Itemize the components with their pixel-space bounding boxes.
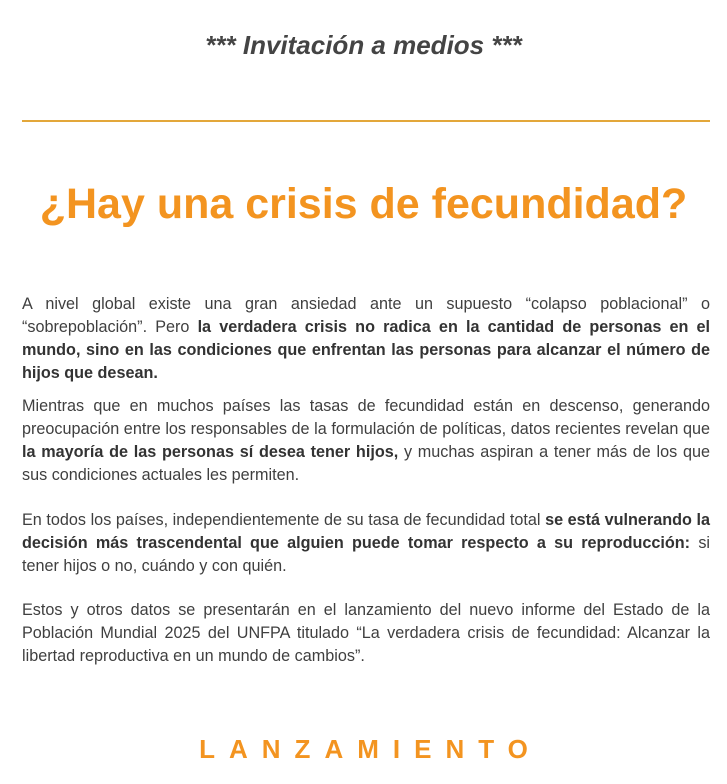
paragraph-3 (22, 509, 710, 578)
paragraph-4 (22, 599, 710, 668)
paragraph-1 (22, 293, 710, 385)
paragraph-3-text: En todos los países, independientemente de su tasa de fecundidad total (22, 511, 546, 529)
paragraph-1-text: A nivel global existe una gran ansiedad ante un supuesto “colapso poblacional” o “sobrepoblación”. Pero (22, 295, 710, 336)
paragraph-1-bold: la verdadera crisis no radica en la cantidad de personas en el mundo, sino en las condiciones que enfrentan las personas para alcanzar el número de hijos que desean. (22, 318, 711, 382)
invitation-title: *** Invitación a medios *** (205, 30, 522, 60)
paragraph-4-text: Estos y otros datos se presentarán en el lanzamiento del nuevo informe del Estado de la Población Mundial 2025 del UNFPA titulado “La verdadera crisis de fecundidad: Alcanzar la libertad reproductiva en un mundo de cambios”. (22, 601, 710, 665)
paragraph-2 (22, 395, 710, 487)
paragraph-2-bold: la mayoría de las personas sí desea tener hijos, (22, 443, 399, 461)
paragraph-2-text: Mientras que en muchos países las tasas de fecundidad están en descenso, generando preocupación entre los responsables de la formulación de políticas, datos recientes revelan que (22, 397, 710, 438)
paragraph-2-text-end: y muchas aspiran a tener más de los que sus condiciones actuales les permiten. (22, 443, 710, 484)
launch-section-heading: LANZAMIENTO (199, 734, 542, 764)
divider (22, 120, 710, 122)
paragraph-3-text-end: si tener hijos o no, cuándo y con quién. (22, 534, 711, 575)
page-title: ¿Hay una crisis de fecundidad? (39, 180, 688, 228)
paragraph-3-bold: se está vulnerando la decisión más trascendental que alguien puede tomar respecto a su reproducción: (22, 511, 710, 552)
